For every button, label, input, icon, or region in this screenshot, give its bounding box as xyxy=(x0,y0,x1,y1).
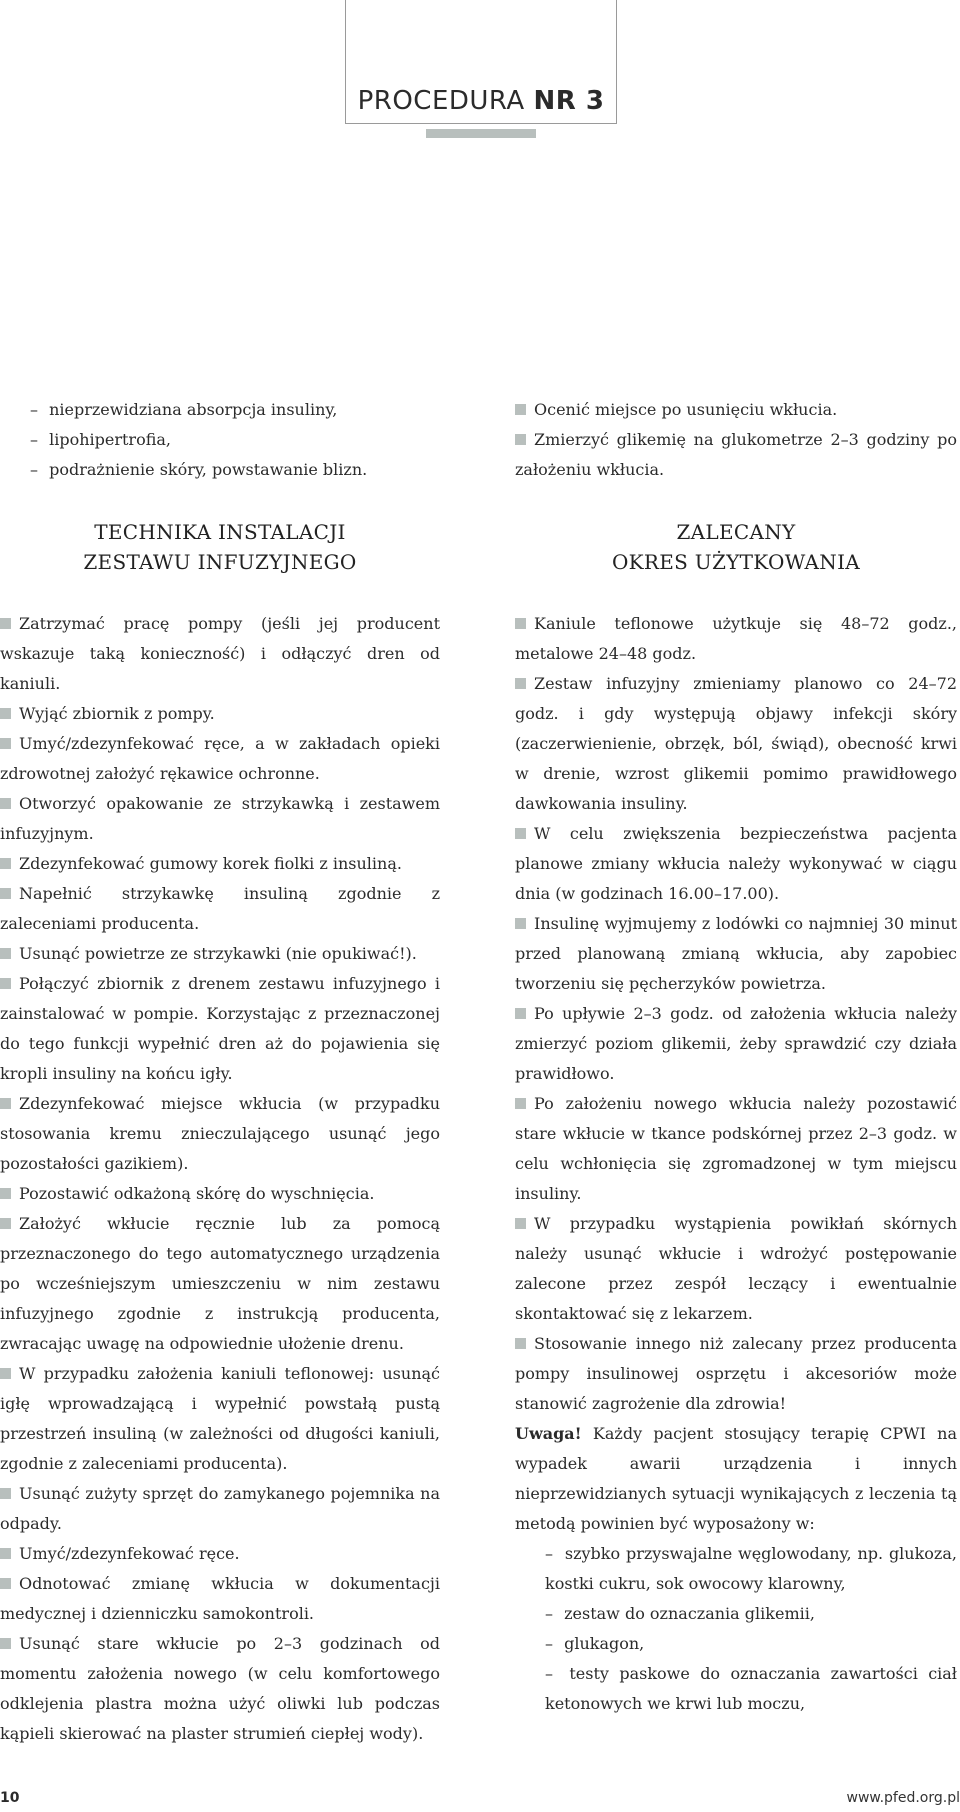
list-item: Odnotować zmianę wkłucia w dokumentacji medycznej i dzienniczku samokontroli. xyxy=(0,1569,440,1629)
right-column xyxy=(515,395,957,1719)
list-item: Stosowanie innego niż zalecany przez producenta pompy insulinowej osprzętu i akcesoriów może stanowić zagrożenie dla zdrowia! xyxy=(515,1329,957,1419)
footer-url: www.pfed.org.pl xyxy=(846,1790,960,1806)
list-item: Otworzyć opakowanie ze strzykawką i zestawem infuzyjnym. xyxy=(0,789,440,849)
list-item: Kaniule teflonowe użytkuje się 48–72 godz., metalowe 24–48 godz. xyxy=(515,609,957,669)
dash-item: – glukagon, xyxy=(515,1629,957,1659)
list-item: Napełnić strzykawkę insuliną zgodnie z zaleceniami producenta. xyxy=(0,879,440,939)
dash-item: – nieprzewidziana absorpcja insuliny, xyxy=(0,395,440,425)
note-label: Uwaga! xyxy=(515,1424,582,1443)
list-item: Umyć/zdezynfekować ręce, a w zakładach opieki zdrowotnej założyć rękawice ochronne. xyxy=(0,729,440,789)
list-item: Usunąć zużyty sprzęt do zamykanego pojemnika na odpady. xyxy=(0,1479,440,1539)
list-item: Zmierzyć glikemię na glukometrze 2–3 godziny po założeniu wkłucia. xyxy=(515,425,957,485)
page-title: PROCEDURA NR 3 xyxy=(357,86,605,116)
section-heading-installation: TECHNIKA INSTALACJI ZESTAWU INFUZYJNEGO xyxy=(83,520,357,574)
left-column xyxy=(0,395,440,1749)
list-item: Umyć/zdezynfekować ręce. xyxy=(0,1539,440,1569)
list-item: Insulinę wyjmujemy z lodówki co najmniej 30 minut przed planowaną zmianą wkłucia, aby zapobiec tworzeniu się pęcherzyków powietrza. xyxy=(515,909,957,999)
list-item: Założyć wkłucie ręcznie lub za pomocą przeznaczonego do tego automatycznego urządzenia po wcześniejszym umieszczeniu w nim zestawu infuzyjnego zgodnie z instrukcją producenta, zwracając uwagę na odpowiednie ułożenie drenu. xyxy=(0,1209,440,1359)
list-item: Zatrzymać pracę pompy (jeśli jej producent wskazuje taką konieczność) i odłączyć dren od kaniuli. xyxy=(0,609,440,699)
list-item: Zdezynfekować gumowy korek fiolki z insuliną. xyxy=(0,849,440,879)
list-item: Po założeniu nowego wkłucia należy pozostawić stare wkłucie w tkance podskórnej przez 2–3 godz. w celu wchłonięcia się zgromadzonej w tym miejscu insuliny. xyxy=(515,1089,957,1209)
list-item: W przypadku założenia kaniuli teflonowej: usunąć igłę wprowadzającą i wypełnić powstałą pustą przestrzeń insuliną (w zależności od długości kaniuli, zgodnie z zaleceniami producenta). xyxy=(0,1359,440,1479)
dash-item: – zestaw do oznaczania glikemii, xyxy=(515,1599,957,1629)
list-item: Pozostawić odkażoną skórę do wyschnięcia. xyxy=(0,1179,440,1209)
list-item: W celu zwiększenia bezpieczeństwa pacjenta planowe zmiany wkłucia należy wykonywać w ciągu dnia (w godzinach 16.00–17.00). xyxy=(515,819,957,909)
note-paragraph xyxy=(515,1419,957,1539)
list-item: Usunąć powietrze ze strzykawki (nie opukiwać!). xyxy=(0,939,440,969)
list-item: Ocenić miejsce po usunięciu wkłucia. xyxy=(515,395,957,425)
list-item: Zdezynfekować miejsce wkłucia (w przypadku stosowania kremu znieczulającego usunąć jego pozostałości gazikiem). xyxy=(0,1089,440,1179)
list-item: Usunąć stare wkłucie po 2–3 godzinach od momentu założenia nowego (w celu komfortowego odklejenia plastra można użyć oliwki lub podczas kąpieli skierować na plaster strumień ciepłej wody). xyxy=(0,1629,440,1749)
dash-item: – szybko przyswajalne węglowodany, np. glukoza, kostki cukru, sok owocowy klarowny, xyxy=(515,1539,957,1599)
list-item: Zestaw infuzyjny zmieniamy planowo co 24–72 godz. i gdy występują objawy infekcji skóry (zaczerwienienie, obrzęk, ból, świąd), obecność krwi w drenie, wzrost glikemii pomimo prawidłowego dawkowania insuliny. xyxy=(515,669,957,819)
list-item: Wyjąć zbiornik z pompy. xyxy=(0,699,440,729)
dash-item: – podrażnienie skóry, powstawanie blizn. xyxy=(0,455,440,485)
list-item: Połączyć zbiornik z drenem zestawu infuzyjnego i zainstalować w pompie. Korzystając z przeznaczonej do tego funkcji wypełnić dren aż do pojawienia się kropli insuliny na końcu igły. xyxy=(0,969,440,1089)
note-text: Każdy pacjent stosujący terapię CPWI na wypadek awarii urządzenia i innych nieprzewidzianych sytuacji wynikających z leczenia tą metodą powinien być wyposażony w: xyxy=(515,1424,957,1533)
section-heading-usage-period: ZALECANY OKRES UŻYTKOWANIA xyxy=(611,520,861,574)
header-accent-bar xyxy=(426,129,536,138)
list-item: Po upływie 2–3 godz. od założenia wkłucia należy zmierzyć poziom glikemii, żeby sprawdzić czy działa prawidłowo. xyxy=(515,999,957,1089)
page-number: 10 xyxy=(0,1790,20,1806)
dash-item: – testy paskowe do oznaczania zawartości ciał ketonowych we krwi lub moczu, xyxy=(515,1659,957,1719)
dash-item: – lipohipertrofia, xyxy=(0,425,440,455)
list-item: W przypadku wystąpienia powikłań skórnych należy usunąć wkłucie i wdrożyć postępowanie zalecone przez zespół leczący i ewentualnie skontaktować się z lekarzem. xyxy=(515,1209,957,1329)
